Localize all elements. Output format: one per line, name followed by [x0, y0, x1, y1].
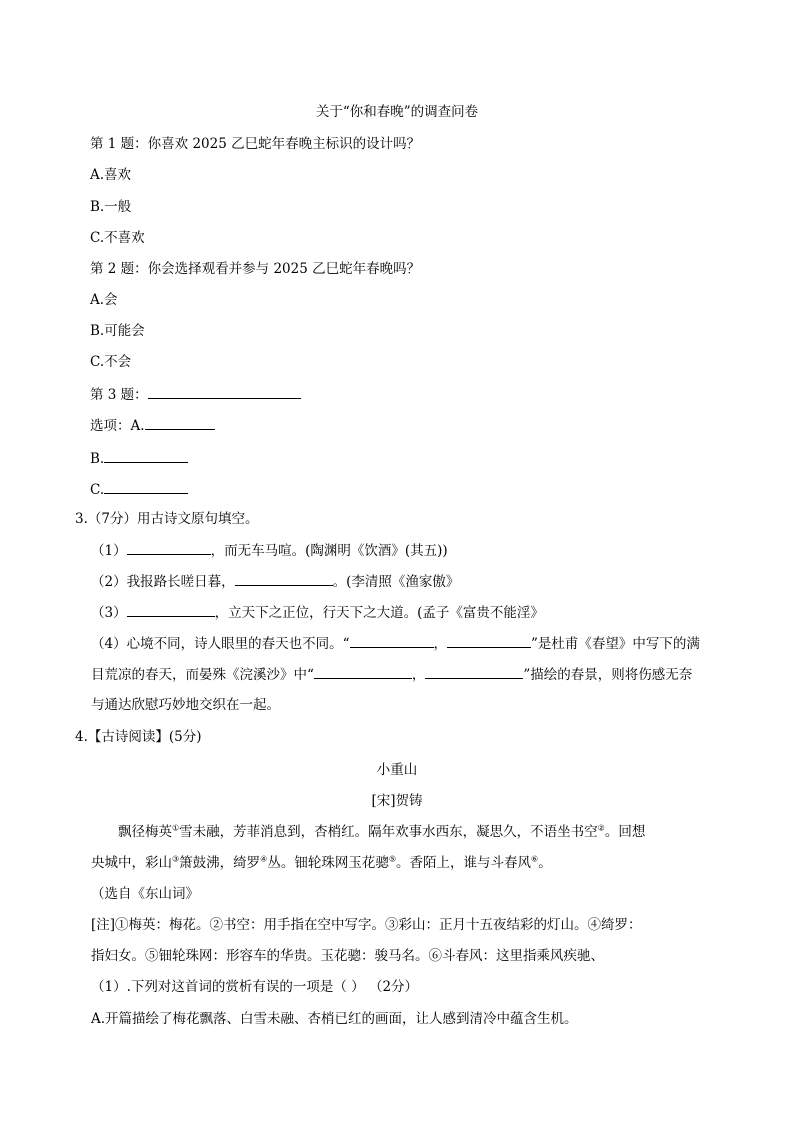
survey-q1-question: 第 1 题：你喜欢 2025 乙巳蛇年春晚主标识的设计吗？	[90, 136, 421, 152]
q3-item-4-prefix: （4）心境不同，诗人眼里的春天也不同。“	[91, 636, 350, 652]
poem-title: 小重山	[376, 762, 418, 778]
q3-item-3	[91, 602, 544, 623]
survey-q3-option-c-row	[90, 479, 188, 500]
q4-option-a: A.开篇描绘了梅花飘落、白雪未融、杏梢已红的画面，让人感到清冷中蕴含生机。	[91, 1011, 578, 1027]
q3-item-4-line-1	[91, 633, 700, 654]
survey-title: 关于“你和春晚”的调查问卷	[315, 104, 479, 120]
q3-item-4-blank-4[interactable]	[425, 664, 523, 679]
survey-q3-option-b-row	[90, 448, 188, 469]
survey-q3-option-a-blank[interactable]	[145, 415, 215, 430]
poem-body-line-1	[118, 822, 645, 842]
poem-text: 飘径梅英	[118, 824, 172, 840]
poem-notes-line-1: [注]①梅英：梅花。②书空：用手指在空中写字。③彩山：正月十五夜结彩的灯山。④绮罗：	[91, 917, 642, 933]
q3-item-4-line2-prefix: 目荒凉的春天，而晏殊《浣溪沙》中“	[91, 667, 314, 683]
q4-sub-question-1: （1）.下列对这首词的赏析有误的一项是（ ） （2分）	[91, 979, 419, 995]
poem-source: （选自《东山词》	[91, 886, 199, 902]
poem-text: 箫鼓沸，绮罗	[179, 855, 261, 871]
survey-q1-option-c: C.不喜欢	[90, 230, 145, 246]
survey-q3-blank[interactable]	[148, 384, 301, 399]
footnote-marker: ④	[260, 854, 268, 864]
survey-q3-option-c-blank[interactable]	[104, 479, 188, 494]
poem-body-line-2	[91, 853, 552, 873]
poem-author: [宋]贺铸	[371, 793, 423, 809]
q3-item-4-suffix-2: ”描绘的春景，则将伤感无奈	[523, 667, 693, 683]
footnote-marker: ⑥	[531, 854, 539, 864]
q3-item-2-suffix: 。(李清照《渔家傲》	[332, 574, 460, 590]
footnote-marker: ⑤	[388, 854, 397, 864]
q3-item-1-blank[interactable]	[127, 540, 211, 555]
survey-q2-question: 第 2 题：你会选择观看并参与 2025 乙巳蛇年春晚吗？	[90, 261, 421, 277]
q3-item-2	[91, 571, 459, 592]
q3-item-2-blank[interactable]	[235, 571, 333, 586]
survey-q3-option-c-label: C.	[90, 482, 105, 498]
q3-item-4-comma-1: ，	[433, 636, 447, 652]
footnote-marker: ①	[172, 823, 180, 833]
poem-text: 丛。钿轮珠网玉花骢	[267, 855, 389, 871]
survey-q2-option-b: B.可能会	[90, 323, 145, 339]
q3-item-4-line-3: 与通达欣慰巧妙地交织在一起。	[91, 697, 280, 713]
survey-q2-option-a: A.会	[90, 292, 118, 308]
poem-text: 央城中，彩山	[91, 855, 172, 871]
survey-q3-option-b-blank[interactable]	[104, 448, 188, 463]
q3-item-3-prefix: （3）	[91, 605, 127, 621]
q3-heading: 3.（7分）用古诗文原句填空。	[75, 511, 259, 527]
q3-item-3-blank[interactable]	[127, 602, 215, 617]
survey-q3-option-b-label: B.	[90, 451, 105, 467]
survey-q3-label: 第 3 题：	[90, 387, 148, 403]
survey-q3-row	[90, 384, 301, 405]
survey-q3-options-label: 选项：A.	[90, 418, 145, 434]
q3-item-3-suffix: ，立天下之正位，行天下之大道。(孟子《富贵不能淫》	[214, 605, 544, 621]
survey-q3-option-a-row	[90, 415, 215, 436]
poem-text: 。回想	[604, 824, 646, 840]
survey-q1-option-a: A.喜欢	[90, 167, 132, 183]
q3-item-1-suffix: ，而无车马喧。(陶渊明《饮酒》(其五))	[210, 543, 448, 559]
q3-item-1	[91, 540, 448, 561]
footnote-marker: ③	[172, 854, 180, 864]
q3-item-1-prefix: （1）	[91, 543, 127, 559]
q3-item-4-line-2	[91, 664, 692, 685]
poem-text: 。	[538, 855, 552, 871]
poem-text: 雪未融，芳菲消息到，杏梢红。隔年欢事水西东，凝思久，不语坐书空	[179, 824, 598, 840]
q3-item-4-blank-3[interactable]	[314, 664, 412, 679]
poem-notes-line-2: 指妇女。⑤钿轮珠网：形容车的华贵。玉花骢：骏马名。⑥斗春风：这里指乘风疾驰、	[91, 948, 604, 964]
q3-item-4-suffix-1: ”是杜甫《春望》中写下的满	[531, 636, 700, 652]
q3-item-4-blank-1[interactable]	[350, 633, 434, 648]
q3-item-4-blank-2[interactable]	[447, 633, 531, 648]
q3-item-2-prefix: （2）我报路长嗟日暮，	[91, 574, 235, 590]
survey-q1-option-b: B.一般	[90, 199, 132, 215]
survey-q2-option-c: C.不会	[90, 354, 132, 370]
q3-item-4-comma-2: ，	[411, 667, 426, 683]
q4-heading: 4.【古诗阅读】(5分)	[75, 729, 202, 745]
footnote-marker: ②	[597, 823, 605, 833]
poem-text: 。香陌上，谁与斗春风	[396, 855, 532, 871]
